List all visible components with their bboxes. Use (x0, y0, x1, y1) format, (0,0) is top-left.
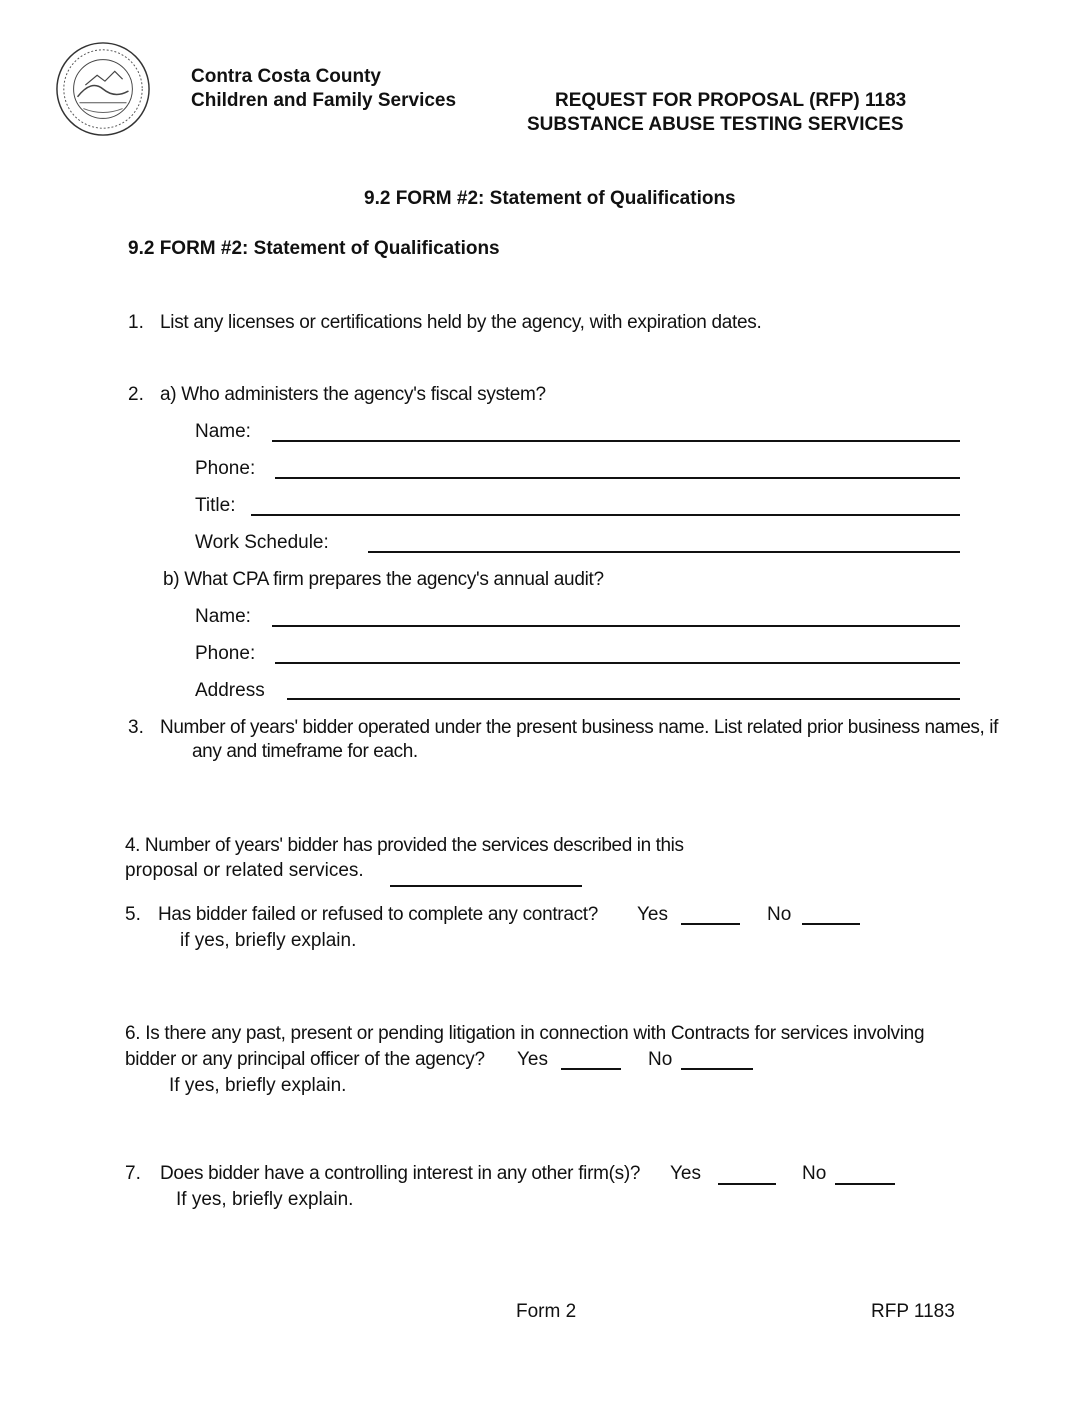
q4-years-field[interactable] (390, 885, 582, 887)
q2a-title-field[interactable] (251, 514, 960, 516)
q2b-phone-field[interactable] (275, 662, 960, 664)
q5-no-label: No (767, 904, 792, 925)
q4-text-line1: 4. Number of years' bidder has provided the services described in this (125, 835, 684, 856)
centered-heading: 9.2 FORM #2: Statement of Qualifications (364, 188, 736, 209)
q2b-name-label: Name: (195, 606, 251, 627)
q2b-name-field[interactable] (272, 625, 960, 627)
q6-no-label: No (648, 1049, 673, 1070)
q2b-address-label: Address (195, 680, 265, 701)
department-name: Children and Family Services (191, 90, 457, 111)
footer-rfp-label: RFP 1183 (871, 1301, 955, 1322)
q5-text: Has bidder failed or refused to complete any contract? (158, 904, 599, 925)
q7-number: 7. (125, 1163, 141, 1184)
q6-no-field[interactable] (681, 1068, 753, 1070)
q7-text: Does bidder have a controlling interest in any other firm(s)? (160, 1163, 641, 1184)
q6-yes-field[interactable] (561, 1068, 621, 1070)
q2a-phone-field[interactable] (275, 477, 960, 479)
q2a-phone-label: Phone: (195, 458, 256, 479)
q3-number: 3. (128, 717, 144, 738)
q4-text-line2: proposal or related services. (125, 860, 364, 881)
q2a-schedule-label: Work Schedule: (195, 532, 329, 553)
q2a-name-field[interactable] (272, 440, 960, 442)
q5-yes-label: Yes (637, 904, 668, 925)
q7-yes-label: Yes (670, 1163, 701, 1184)
rfp-subtitle: SUBSTANCE ABUSE TESTING SERVICES (527, 114, 904, 135)
section-heading: 9.2 FORM #2: Statement of Qualifications (128, 238, 500, 259)
q6-text-line2: bidder or any principal officer of the agency? (125, 1049, 485, 1070)
q1-number: 1. (128, 312, 144, 333)
q6-yes-label: Yes (517, 1049, 548, 1070)
rfp-title: REQUEST FOR PROPOSAL (RFP) 1183 (555, 90, 907, 111)
q2a-title-label: Title: (195, 495, 236, 516)
q3-text-line2: any and timeframe for each. (192, 741, 418, 762)
q2b-phone-label: Phone: (195, 643, 256, 664)
q5-explain: if yes, briefly explain. (180, 930, 357, 951)
q7-no-label: No (802, 1163, 827, 1184)
q5-no-field[interactable] (802, 923, 860, 925)
q2a-schedule-field[interactable] (368, 551, 960, 553)
q7-explain: If yes, briefly explain. (176, 1189, 354, 1210)
footer-form-label: Form 2 (516, 1301, 577, 1322)
q5-number: 5. (125, 904, 141, 925)
county-seal-icon (54, 40, 152, 138)
q6-text-line1: 6. Is there any past, present or pending litigation in connection with Contracts for services involving (125, 1023, 925, 1044)
q2b-text: b) What CPA firm prepares the agency's annual audit? (163, 569, 604, 590)
q6-explain: If yes, briefly explain. (169, 1075, 347, 1096)
q2a-name-label: Name: (195, 421, 251, 442)
q1-text: List any licenses or certifications held by the agency, with expiration dates. (160, 312, 762, 333)
q7-yes-field[interactable] (718, 1183, 776, 1185)
q2-number: 2. (128, 384, 144, 405)
q7-no-field[interactable] (835, 1183, 895, 1185)
q3-text-line1: Number of years' bidder operated under the present business name. List related prior business names, if (160, 717, 998, 738)
q2a-text: a) Who administers the agency's fiscal system? (160, 384, 546, 405)
q2b-address-field[interactable] (287, 698, 960, 700)
q5-yes-field[interactable] (681, 923, 740, 925)
county-name: Contra Costa County (191, 66, 381, 87)
